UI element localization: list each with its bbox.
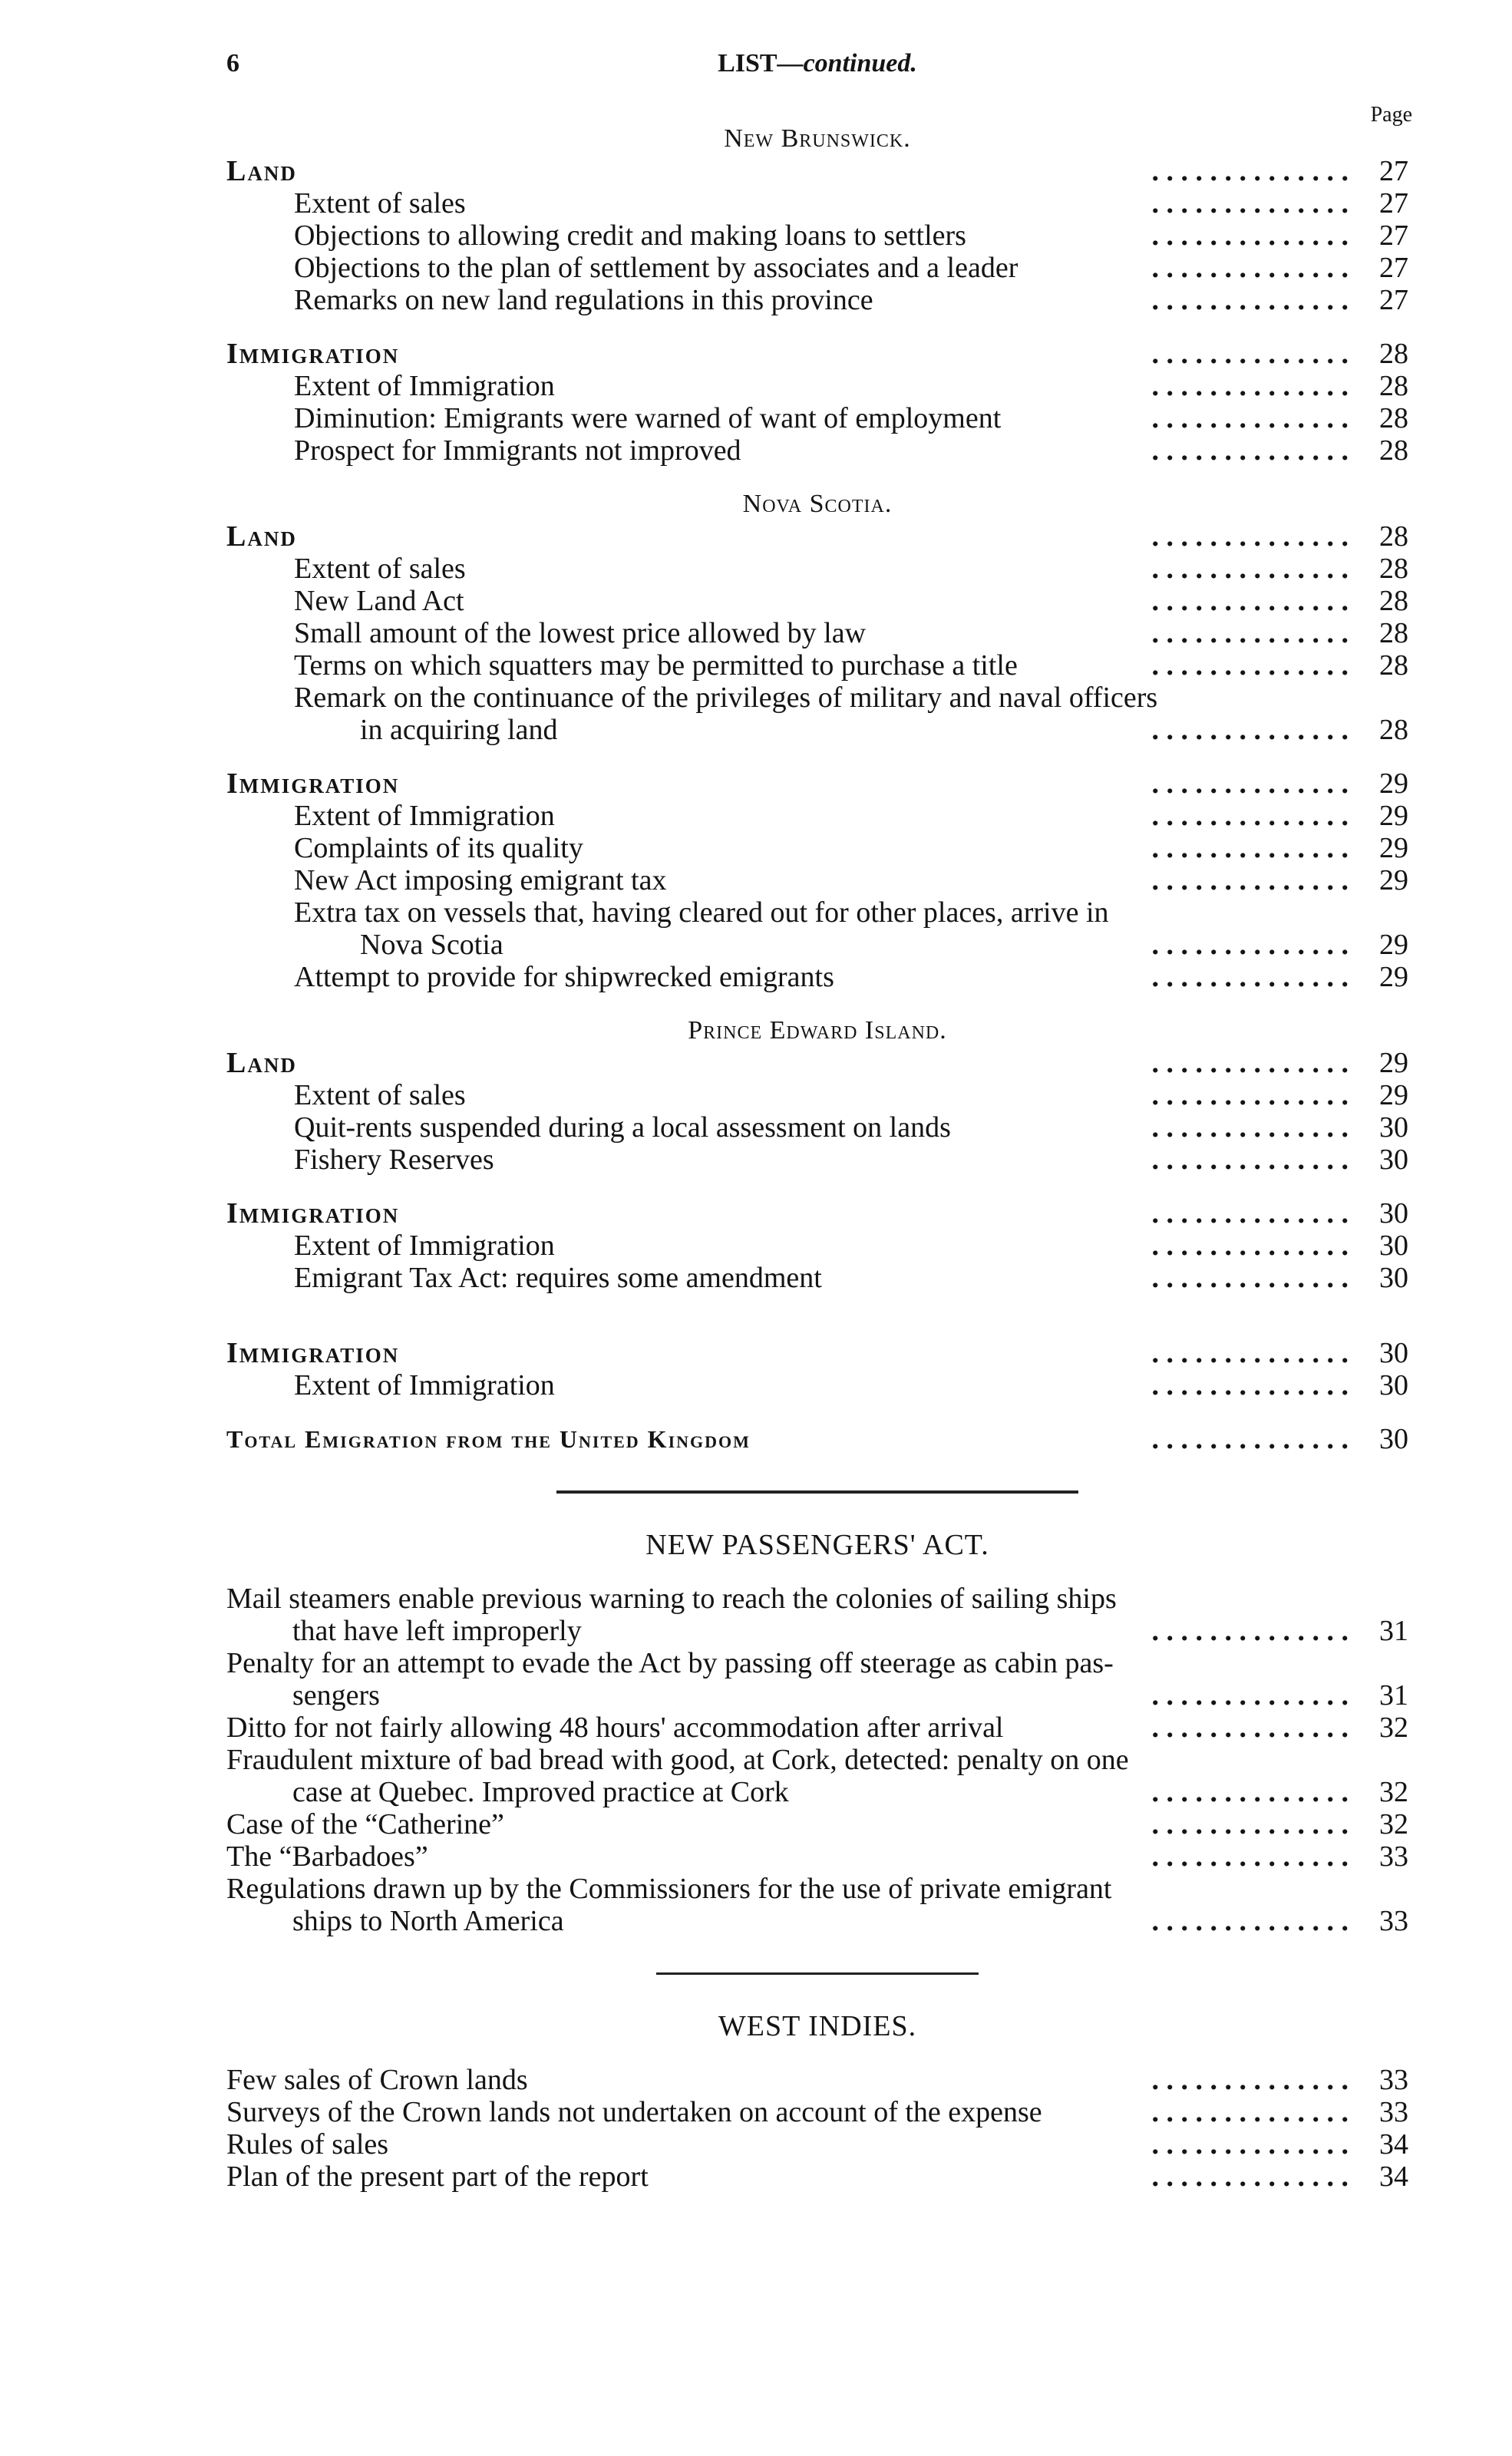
spacer: [226, 1975, 1408, 2010]
spacer: [226, 1294, 1408, 1315]
entry-line: Mail steamers enable previous warning to reach the colonies of sailing ships: [226, 1583, 1117, 1615]
page-number-cell: 30: [1362, 1197, 1408, 1230]
dot-leader: . . . . . . . . . . . . . .: [1151, 434, 1349, 467]
entry-line: Surveys of the Crown lands not undertaken on account of the expense: [226, 2096, 1042, 2128]
dot-leader: . . . . . . . . . . . . . .: [1151, 2128, 1349, 2161]
page-number-cell: 28: [1362, 649, 1408, 682]
category-label: Immigration: [226, 768, 1408, 800]
entry-line: Fishery Reserves: [294, 1144, 494, 1176]
entry-line: Extent of Immigration: [294, 800, 555, 832]
page-number-cell: 33: [1362, 2096, 1408, 2128]
entry-row: [226, 553, 1408, 585]
entry-row: [226, 1262, 1408, 1294]
dot-leader: . . . . . . . . . . . . . .: [1151, 1840, 1349, 1873]
page-number-cell: 27: [1362, 220, 1408, 252]
entry-line: Prospect for Immigrants not improved: [294, 434, 741, 467]
page-number-cell: 27: [1362, 187, 1408, 220]
entry-row: [226, 1808, 1408, 1840]
entry-row: [226, 187, 1408, 220]
category-row: [226, 338, 1408, 370]
page-number-cell: 28: [1362, 617, 1408, 649]
dot-leader: . . . . . . . . . . . . . .: [1151, 402, 1349, 434]
dot-leader: . . . . . . . . . . . . . .: [1151, 1144, 1349, 1176]
entry-line: Extent of Immigration: [294, 1369, 555, 1401]
page-number-cell: 34: [1362, 2128, 1408, 2161]
page-number-cell: 28: [1362, 370, 1408, 402]
dot-leader: . . . . . . . . . . . . . .: [1151, 1111, 1349, 1144]
dot-leader: . . . . . . . . . . . . . .: [1151, 1369, 1349, 1401]
entry-line: Few sales of Crown lands: [226, 2064, 528, 2096]
entry-row: [226, 617, 1408, 649]
page-number-cell: 29: [1362, 929, 1408, 961]
entry-row: [226, 1369, 1408, 1401]
entry-line: Objections to allowing credit and making loans to settlers: [294, 220, 966, 252]
section-heading: Prince Edward Island.: [688, 1016, 947, 1045]
dot-leader: . . . . . . . . . . . . . .: [1151, 768, 1349, 800]
spacer: [226, 1176, 1408, 1197]
entry-row: [226, 1712, 1408, 1744]
dot-leader: . . . . . . . . . . . . . .: [1151, 649, 1349, 682]
entry-row: [226, 284, 1408, 316]
spacer: [226, 1455, 1408, 1490]
dot-leader: . . . . . . . . . . . . . .: [1151, 553, 1349, 585]
entry-row: [226, 682, 1408, 746]
entry-line: ships to North America: [292, 1905, 564, 1937]
page-number-cell: 30: [1362, 1111, 1408, 1144]
dot-leader: . . . . . . . . . . . . . .: [1151, 585, 1349, 617]
entry-row: [226, 1873, 1408, 1937]
section-heading: NEW PASSENGERS' ACT.: [645, 1529, 989, 1561]
page-number-cell: 29: [1362, 961, 1408, 993]
entry-row: [226, 649, 1408, 682]
spacer: [226, 316, 1408, 338]
page-number-cell: 28: [1362, 520, 1408, 553]
dot-leader: . . . . . . . . . . . . . .: [1151, 1230, 1349, 1262]
entry-line: Attempt to provide for shipwrecked emigrants: [294, 961, 834, 993]
dot-leader: . . . . . . . . . . . . . .: [1151, 1423, 1349, 1455]
dot-leader: . . . . . . . . . . . . . .: [1151, 1615, 1349, 1647]
category-row: [226, 1197, 1408, 1230]
entry-row: [226, 1744, 1408, 1808]
dot-leader: . . . . . . . . . . . . . .: [1151, 2064, 1349, 2096]
entry-line: Nova Scotia: [360, 929, 503, 961]
page-number-cell: 28: [1362, 338, 1408, 370]
spacer: [226, 993, 1408, 1015]
entry-line: Extent of sales: [294, 1079, 466, 1111]
spacer: [226, 1561, 1408, 1583]
dot-leader: . . . . . . . . . . . . . .: [1151, 832, 1349, 864]
entry-row: [226, 896, 1408, 961]
entry-line: in acquiring land: [360, 714, 558, 746]
entry-line: case at Quebec. Improved practice at Cork: [292, 1776, 789, 1808]
entry-line: Penalty for an attempt to evade the Act by passing off steerage as cabin pas-: [226, 1647, 1114, 1679]
entry-row: [226, 434, 1408, 467]
page-number-cell: 32: [1362, 1712, 1408, 1744]
spacer: [226, 1494, 1408, 1529]
entry-line: Fraudulent mixture of bad bread with good, at Cork, detected: penalty on one: [226, 1744, 1129, 1776]
entry-row: [226, 370, 1408, 402]
page-number-cell: 31: [1362, 1679, 1408, 1712]
entry-line: Small amount of the lowest price allowed by law: [294, 617, 867, 649]
page-number-cell: 33: [1362, 1840, 1408, 1873]
page-number-cell: 29: [1362, 768, 1408, 800]
entry-line: Objections to the plan of settlement by associates and a leader: [294, 252, 1018, 284]
entry-row: [226, 1647, 1408, 1712]
entry-line: Extent of Immigration: [294, 370, 555, 402]
dot-leader: . . . . . . . . . . . . . .: [1151, 1776, 1349, 1808]
entry-line: Emigrant Tax Act: requires some amendment: [294, 1262, 822, 1294]
dot-leader: . . . . . . . . . . . . . .: [1151, 155, 1349, 187]
dot-leader: . . . . . . . . . . . . . .: [1151, 1679, 1349, 1712]
entry-line: Terms on which squatters may be permitted to purchase a title: [294, 649, 1018, 682]
entry-row: [226, 585, 1408, 617]
entry-line: Remark on the continuance of the privileges of military and naval officers: [294, 682, 1158, 714]
page-number-cell: 27: [1362, 252, 1408, 284]
entry-line: Plan of the present part of the report: [226, 2161, 649, 2193]
dot-leader: . . . . . . . . . . . . . .: [1151, 714, 1349, 746]
entry-row: [226, 1840, 1408, 1873]
entry-row: [226, 961, 1408, 993]
page-number-cell: 30: [1362, 1144, 1408, 1176]
entry-row: [226, 1230, 1408, 1262]
category-label: Immigration: [226, 1337, 1408, 1369]
spacer: [226, 1315, 1408, 1337]
entry-row: [226, 1144, 1408, 1176]
section-heading: Nova Scotia.: [742, 490, 893, 518]
entry-line: that have left improperly: [292, 1615, 582, 1647]
page-number-cell: 32: [1362, 1776, 1408, 1808]
entry-row: [226, 2128, 1408, 2161]
entry-row: [226, 1111, 1408, 1144]
entry-line: Extent of Immigration: [294, 1230, 555, 1262]
category-label: Land: [226, 520, 1408, 553]
dot-leader: . . . . . . . . . . . . . .: [1151, 520, 1349, 553]
dot-leader: . . . . . . . . . . . . . .: [1151, 338, 1349, 370]
dot-leader: . . . . . . . . . . . . . .: [1151, 961, 1349, 993]
entry-row: [226, 402, 1408, 434]
page-number-cell: 28: [1362, 585, 1408, 617]
dot-leader: . . . . . . . . . . . . . .: [1151, 1079, 1349, 1111]
entry-row: [226, 252, 1408, 284]
entry-row: [226, 1079, 1408, 1111]
dot-leader: . . . . . . . . . . . . . .: [1151, 1197, 1349, 1230]
entry-row: [226, 2064, 1408, 2096]
category-row: [226, 155, 1408, 187]
page-number-cell: 30: [1362, 1230, 1408, 1262]
page-number-cell: 30: [1362, 1369, 1408, 1401]
category-row: [226, 520, 1408, 553]
page-number-cell: 28: [1362, 402, 1408, 434]
entry-line: Diminution: Emigrants were warned of want of employment: [294, 402, 1002, 434]
entry-line: New Land Act: [294, 585, 464, 617]
dot-leader: . . . . . . . . . . . . . .: [1151, 800, 1349, 832]
entry-row: [226, 1583, 1408, 1647]
entry-line: Complaints of its quality: [294, 832, 583, 864]
entry-row: [226, 220, 1408, 252]
dot-leader: . . . . . . . . . . . . . .: [1151, 1047, 1349, 1079]
dot-leader: . . . . . . . . . . . . . .: [1151, 1712, 1349, 1744]
page-number: 6: [226, 49, 239, 78]
running-title-main: LIST: [718, 49, 777, 78]
page-number-cell: 33: [1362, 2064, 1408, 2096]
entry-line: Extent of sales: [294, 553, 466, 585]
spacer: [226, 2042, 1408, 2064]
entry-line: Quit-rents suspended during a local assessment on lands: [294, 1111, 951, 1144]
running-head: [226, 49, 1408, 95]
category-row: [226, 768, 1408, 800]
page-number-cell: 33: [1362, 1905, 1408, 1937]
entry-line: sengers: [292, 1679, 380, 1712]
entry-line: Ditto for not fairly allowing 48 hours' accommodation after arrival: [226, 1712, 1004, 1744]
category-label: Land: [226, 155, 1408, 187]
page-number-cell: 29: [1362, 832, 1408, 864]
page-number-cell: 34: [1362, 2161, 1408, 2193]
dot-leader: . . . . . . . . . . . . . .: [1151, 2096, 1349, 2128]
entry-line: Regulations drawn up by the Commissioners for the use of private emigrant: [226, 1873, 1112, 1905]
category-label: Immigration: [226, 338, 1408, 370]
page-number-cell: 28: [1362, 434, 1408, 467]
page-number-cell: 30: [1362, 1337, 1408, 1369]
table-of-contents: [226, 123, 1408, 2193]
dot-leader: . . . . . . . . . . . . . .: [1151, 220, 1349, 252]
category-label: Land: [226, 1047, 1408, 1079]
entry-line: New Act imposing emigrant tax: [294, 864, 667, 896]
page-number-cell: 27: [1362, 155, 1408, 187]
dot-leader: . . . . . . . . . . . . . .: [1151, 1905, 1349, 1937]
category-row: [226, 1337, 1408, 1369]
entry-row: [226, 832, 1408, 864]
entry-line: Extent of sales: [294, 187, 466, 220]
section-heading: New Brunswick.: [724, 124, 911, 153]
page-number-cell: 31: [1362, 1615, 1408, 1647]
dot-leader: . . . . . . . . . . . . . .: [1151, 187, 1349, 220]
entry-row: [226, 2161, 1408, 2193]
page-number-cell: 28: [1362, 553, 1408, 585]
dot-leader: . . . . . . . . . . . . . .: [1151, 2161, 1349, 2193]
dot-leader: . . . . . . . . . . . . . .: [1151, 252, 1349, 284]
dot-leader: . . . . . . . . . . . . . .: [1151, 370, 1349, 402]
page-number-cell: 32: [1362, 1808, 1408, 1840]
dot-leader: . . . . . . . . . . . . . .: [1151, 864, 1349, 896]
entry-line: Extra tax on vessels that, having cleared out for other places, arrive in: [294, 896, 1109, 929]
entry-line: Case of the “Catherine”: [226, 1808, 504, 1840]
page-number-cell: 29: [1362, 864, 1408, 896]
page-number-cell: 30: [1362, 1262, 1408, 1294]
dot-leader: . . . . . . . . . . . . . .: [1151, 929, 1349, 961]
page-number-cell: 29: [1362, 1047, 1408, 1079]
spacer: [226, 1937, 1408, 1972]
category-row: [226, 1047, 1408, 1079]
entry-row: [226, 864, 1408, 896]
page-number-cell: 27: [1362, 284, 1408, 316]
entry-line: Remarks on new land regulations in this province: [294, 284, 873, 316]
total-label: Total Emigration from the United Kingdom: [226, 1423, 1408, 1455]
page-number-cell: 29: [1362, 1079, 1408, 1111]
running-title-continued: —continued.: [777, 49, 917, 78]
running-title: [226, 49, 1408, 78]
entry-line: Rules of sales: [226, 2128, 389, 2161]
dot-leader: . . . . . . . . . . . . . .: [1151, 284, 1349, 316]
spacer: [226, 467, 1408, 488]
page-number-cell: 28: [1362, 714, 1408, 746]
section-heading: WEST INDIES.: [718, 2010, 917, 2042]
entry-row: [226, 2096, 1408, 2128]
spacer: [226, 1401, 1408, 1423]
dot-leader: . . . . . . . . . . . . . .: [1151, 1808, 1349, 1840]
entry-row: [226, 800, 1408, 832]
spacer: [226, 746, 1408, 768]
page-number-cell: 30: [1362, 1423, 1408, 1455]
total-row: [226, 1423, 1408, 1455]
dot-leader: . . . . . . . . . . . . . .: [1151, 1262, 1349, 1294]
entry-line: The “Barbadoes”: [226, 1840, 428, 1873]
dot-leader: . . . . . . . . . . . . . .: [1151, 617, 1349, 649]
page-number-cell: 29: [1362, 800, 1408, 832]
dot-leader: . . . . . . . . . . . . . .: [1151, 1337, 1349, 1369]
page-column-label: Page: [1370, 103, 1412, 127]
category-label: Immigration: [226, 1197, 1408, 1230]
